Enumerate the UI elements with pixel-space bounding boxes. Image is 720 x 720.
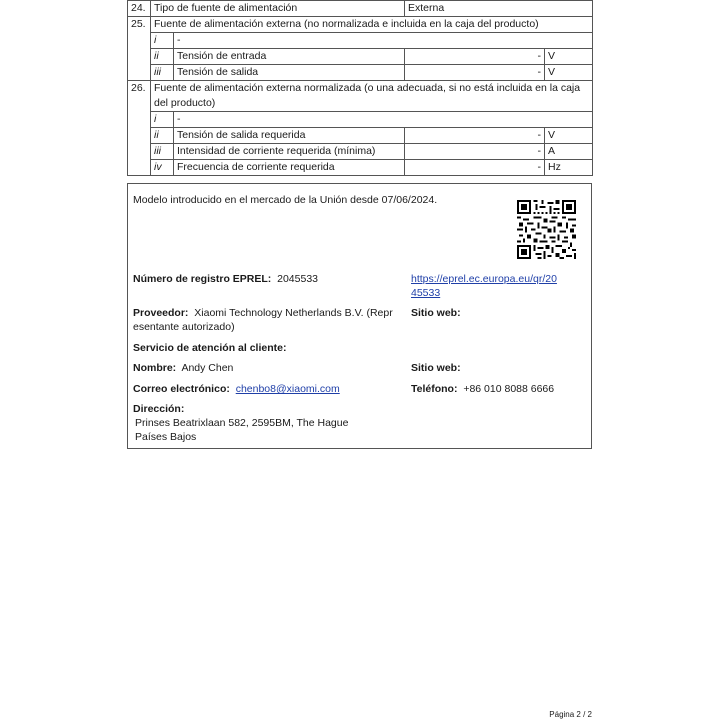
- table-row: [128, 1, 593, 17]
- row-number: 24.: [128, 1, 151, 17]
- sub-index: ii: [151, 49, 174, 65]
- sub-index: iii: [151, 65, 174, 81]
- sub-index: ii: [151, 128, 174, 144]
- supplier-info: [133, 306, 393, 334]
- sub-label: Tensión de salida: [174, 65, 405, 81]
- table-row: [128, 112, 593, 128]
- table-row: [128, 160, 593, 176]
- contact-email: [133, 382, 340, 396]
- sub-index: iv: [151, 160, 174, 176]
- email-label: Correo electrónico:: [133, 383, 230, 395]
- table-row: [128, 33, 593, 49]
- sub-unit: Hz: [545, 160, 593, 176]
- sub-index: iii: [151, 144, 174, 160]
- table-row: [128, 128, 593, 144]
- table-row: [128, 49, 593, 65]
- eprel-registration: [133, 272, 318, 286]
- registration-number: 2045533: [277, 273, 319, 285]
- supplier-label: Proveedor:: [133, 307, 189, 319]
- eprel-link-line2[interactable]: 45533: [411, 287, 441, 299]
- row-value: Externa: [405, 1, 593, 17]
- row-label: Fuente de alimentación externa normalizada (o una adecuada, si no está incluida en la caja del producto): [151, 81, 593, 112]
- page-number: Página 2 / 2: [549, 710, 592, 719]
- sub-label: Tensión de entrada: [174, 49, 405, 65]
- sub-label: Frecuencia de corriente requerida: [174, 160, 405, 176]
- sub-value: -: [405, 160, 545, 176]
- contact-phone: [411, 382, 554, 396]
- supplier-website-label: Sitio web:: [411, 307, 461, 319]
- sub-unit: V: [545, 65, 593, 81]
- sub-unit: V: [545, 128, 593, 144]
- qr-code-icon[interactable]: [517, 200, 576, 259]
- service-website-label: Sitio web:: [411, 362, 461, 374]
- eprel-info-box: [127, 183, 592, 449]
- contact-name-label: Nombre:: [133, 362, 177, 374]
- table-row: [128, 81, 593, 112]
- contact-name-value: Andy Chen: [181, 362, 234, 374]
- sub-label: -: [174, 112, 593, 128]
- address-label: Dirección:: [133, 403, 185, 415]
- sub-label: -: [174, 33, 593, 49]
- eprel-link[interactable]: [411, 272, 557, 300]
- customer-service-heading: Servicio de atención al cliente:: [133, 342, 287, 354]
- sub-unit: V: [545, 49, 593, 65]
- sub-unit: A: [545, 144, 593, 160]
- sub-value: -: [405, 128, 545, 144]
- table-row: [128, 17, 593, 33]
- address-line1: Prinses Beatrixlaan 582, 2595BM, The Hague: [135, 417, 349, 429]
- row-number: 25.: [128, 17, 151, 81]
- email-link[interactable]: chenbo8@xiaomi.com: [235, 383, 340, 395]
- market-date-text: Modelo introducido en el mercado de la Unión desde 07/06/2024.: [133, 194, 438, 206]
- supplier-name: Xiaomi Technology Netherlands B.V. (Repr: [194, 307, 393, 319]
- contact-name: [133, 361, 233, 375]
- sub-index: i: [151, 112, 174, 128]
- address-line2: Países Bajos: [135, 431, 197, 443]
- phone-value: +86 010 8088 6666: [463, 383, 555, 395]
- sub-label: Tensión de salida requerida: [174, 128, 405, 144]
- registration-label: Número de registro EPREL:: [133, 273, 272, 285]
- sub-value: -: [405, 65, 545, 81]
- row-label: Tipo de fuente de alimentación: [151, 1, 405, 17]
- sub-index: i: [151, 33, 174, 49]
- table-row: [128, 65, 593, 81]
- specs-table: [127, 0, 593, 176]
- row-number: 26.: [128, 81, 151, 176]
- table-row: [128, 144, 593, 160]
- sub-value: -: [405, 144, 545, 160]
- phone-label: Teléfono:: [411, 383, 458, 395]
- eprel-link-line1[interactable]: https://eprel.ec.europa.eu/qr/20: [411, 273, 557, 285]
- row-label: Fuente de alimentación externa (no normalizada e incluida en la caja del producto): [151, 17, 593, 33]
- supplier-name-cont: esentante autorizado): [133, 321, 235, 333]
- sub-value: -: [405, 49, 545, 65]
- sub-label: Intensidad de corriente requerida (mínima): [174, 144, 405, 160]
